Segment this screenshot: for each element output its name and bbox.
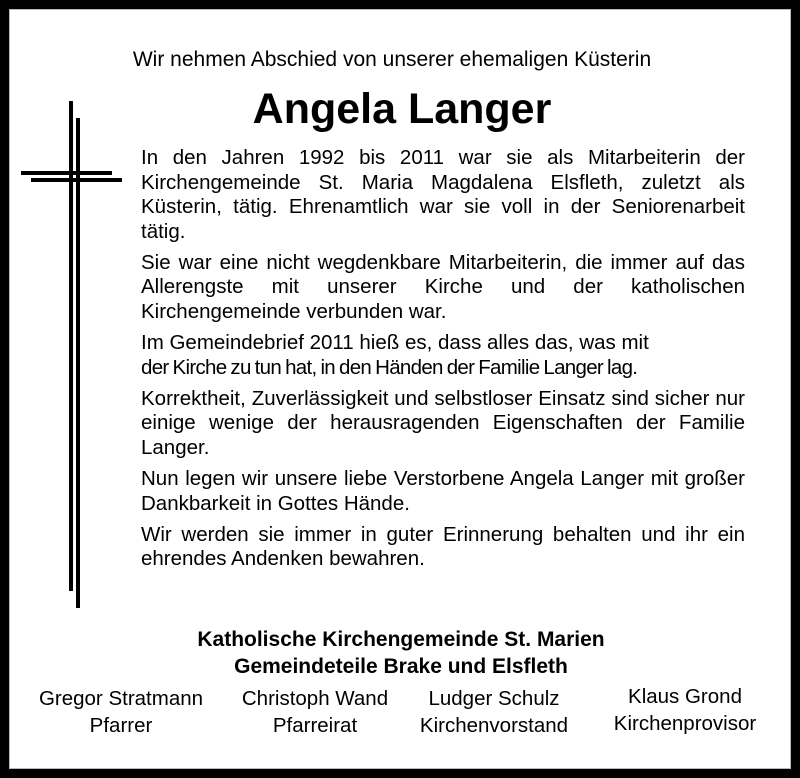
cross-vertical-bar-2 [76, 118, 80, 608]
cross-horizontal-bar-1 [21, 171, 112, 175]
paragraph-service: In den Jahren 1992 bis 2011 war sie als Mitarbeiterin der Kirchengemeinde St. Maria Magdalena Elsfleth, zuletzt als Küsterin, tätig. Ehrenamtlich war sie voll in der Seniorenarbeit tätig. [141, 146, 745, 243]
paragraph-farewell: Nun legen wir unsere liebe Verstorbene Angela Langer mit großer Dankbarkeit in Gottes Hände. [141, 467, 745, 515]
obituary-notice [9, 9, 791, 769]
organization-block [10, 626, 792, 680]
signatory [225, 685, 405, 739]
signatory-name: Gregor Stratmann [38, 687, 204, 710]
paragraph-gemeindebrief [141, 331, 745, 380]
signatory [23, 685, 219, 739]
obituary-body [141, 146, 745, 579]
signatory-name: Klaus Grond [628, 685, 742, 708]
paragraph-colleague: Sie war eine nicht wegdenkbare Mitarbeiterin, die immer auf das Allerengste mit unserer Kirche und der katholischen Kirchengemeinde verbunden war. [141, 250, 745, 324]
signatory-role: Kirchenvorstand [419, 714, 569, 737]
signatory-name: Ludger Schulz [428, 687, 560, 710]
paragraph-remembrance: Wir werden sie immer in guter Erinnerung behalten und ihr ein ehrendes Andenken bewahren. [141, 522, 745, 571]
signatory [595, 683, 775, 737]
signatory-name: Christoph Wand [241, 687, 389, 710]
organization-name: Katholische Kirchengemeinde St. Marien [197, 628, 605, 651]
signatory-role: Kirchenprovisor [613, 712, 757, 735]
signatory [404, 685, 584, 739]
signatory-role: Pfarrer [89, 714, 153, 737]
gemeindebrief-line-1: Im Gemeindebrief 2011 hieß es, dass alles das, was mit [141, 331, 649, 355]
intro-line: Wir nehmen Abschied von unserer ehemaligen Küsterin [132, 48, 652, 71]
gemeindebrief-line-2: der Kirche zu tun hat, in den Händen der Familie Langer lag. [141, 355, 638, 379]
signatory-role: Pfarreirat [272, 714, 358, 737]
organization-subtitle: Gemeindeteile Brake und Elsfleth [234, 655, 568, 678]
deceased-name: Angela Langer [252, 85, 552, 133]
cross-horizontal-bar-2 [31, 178, 122, 182]
paragraph-qualities: Korrektheit, Zuverlässigkeit und selbstloser Einsatz sind sicher nur einige wenige der herausragenden Eigenschaften der Familie Langer. [141, 386, 745, 460]
